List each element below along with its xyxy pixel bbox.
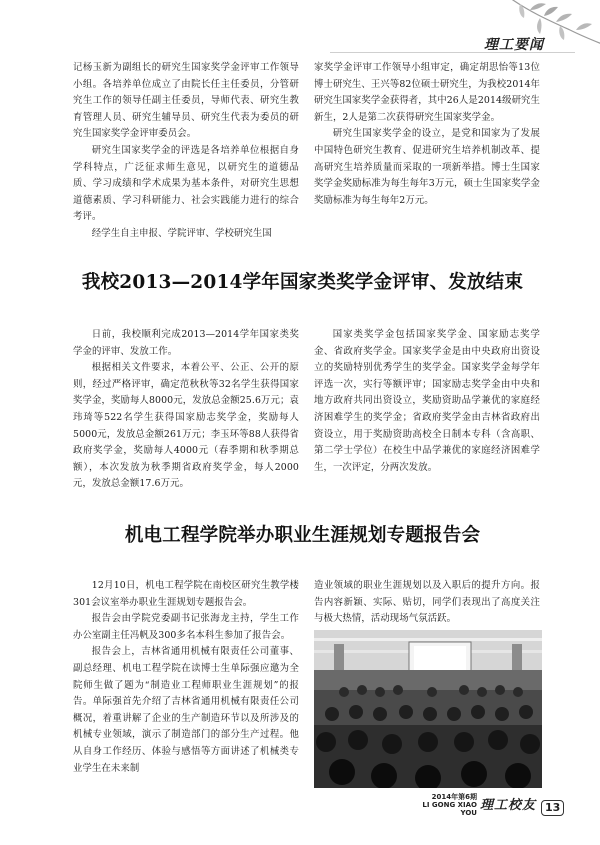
- lecture-hall-illustration: [314, 630, 542, 788]
- magazine-pinyin: LI GONG XIAO YOU: [422, 801, 477, 817]
- article-2-left-paragraph-2: 根据相关文件要求，本着公平、公正、公开的原则，经过严格评审，确定范秋秋等32名学生获得国家奖学金，奖励每人8000元，发放总金额25.6万元；袁玮琦等522名学生获得国家励志奖学金，奖励每人5000元，发放总金额261万元；李玉环等88人获得省政府奖学金，奖励每人4000元（春季期和秋季期总额），本次发放为秋季期省政府奖学金，每人2000元，发放总金额17.6万元。: [73, 362, 299, 490]
- top-article-right-column: [314, 60, 540, 209]
- article-3-left-paragraph-2: 报告会由学院党委副书记张海龙主持，学生工作办公室副主任冯帆及300多名本科生参加了报告会。: [73, 613, 299, 641]
- article-2-left-column: [73, 327, 299, 493]
- page-number-box: [541, 796, 564, 816]
- article-3-title: 机电工程学院举办职业生涯规划专题报告会: [124, 525, 481, 546]
- article-2-left-paragraph-1: 日前，我校顺利完成2013—2014学年国家类奖学金的评审、发放工作。: [73, 329, 299, 357]
- article-3-left-column: [73, 578, 299, 777]
- article-2-right-column: [314, 327, 540, 476]
- article-3-right-column: [314, 578, 540, 628]
- magazine-name: 理工校友: [480, 798, 537, 813]
- top-article-left-column: [73, 60, 299, 243]
- lecture-hall-photo: [314, 630, 542, 788]
- top-left-paragraph-1: 记杨玉新为副组长的研究生国家奖学金评审工作领导小组。各培养单位成立了由院长任主任委员，分管研究生工作的领导任副主任委员，导师代表、研究生教育管理人员、研究生辅导员、研究生代表为委员的研究生国家奖学金评审委员会。: [73, 62, 299, 140]
- issue-number: 2014年第6期: [431, 793, 477, 801]
- footer-issue: [405, 793, 477, 817]
- header-rule: [330, 52, 575, 53]
- top-left-paragraph-2: 研究生国家奖学金的评选是各培养单位根据自身学科特点，广泛征求师生意见，以研究生的道德品质、学习成绩和学术成果为基本条件，对研究生思想道德素质、学习科研能力、社会实践能力进行的综合考评。: [73, 144, 299, 223]
- article-3-left-paragraph-3: 报告会上，吉林省通用机械有限责任公司董事、副总经理、机电工程学院在读博士生单际强应邀为全院师生做了题为“制造业工程师职业生涯规划”的报告。单际强首先介绍了吉林省通用机械有限责任公司概况，着重讲解了企业的生产制造环节以及所涉及的机械专业领域，演示了制造部门的部分生产过程。他从自身工作经历、体验与感悟等方面讲述了机械类专业学生在未来制: [73, 646, 299, 774]
- article-3-right-paragraph-1: 造业领域的职业生涯规划以及入职后的提升方向。报告内容新颖、实际、贴切，同学们表现出了高度关注与极大热情，活动现场气氛活跃。: [314, 580, 540, 625]
- top-right-paragraph-1: 家奖学金评审工作领导小组审定，确定胡思怡等13位博士研究生、王兴等82位硕士研究生，为我校2014年研究生国家奖学金获得者，其中26人是2014级研究生新生，2人是第二次获得研究生国家奖学金。: [314, 62, 540, 123]
- article-2-title: 我校2013—2014学年国家类奖学金评审、发放结束: [81, 272, 524, 293]
- section-label: 理工要闻: [484, 37, 544, 53]
- page-number: 13: [541, 800, 564, 816]
- article-2-right-paragraph-1: 国家类奖学金包括国家奖学金、国家励志奖学金、省政府奖学金。国家奖学金是由中央政府出资设立的奖励特别优秀学生的奖学金。国家奖学金每学年评选一次，实行等额评审；国家励志奖学金由中央和地方政府共同出资设立，奖励资助品学兼优的家庭经济困难学生的奖学金；省政府奖学金由吉林省政府出资设立，用于奖励资助高校全日制本专科（含高职、第二学士学位）在校生中品学兼优的家庭经济困难学生，一次评定，分两次发放。: [314, 329, 540, 473]
- top-right-paragraph-2: 研究生国家奖学金的设立，是党和国家为了发展中国特色研究生教育、促进研究生培养机制改革、提高研究生培养质量而采取的一项新举措。博士生国家奖学金奖励标准为每生每年3万元，硕士生国家奖学金奖励标准为每生每年2万元。: [314, 128, 540, 206]
- article-3-left-paragraph-1: 12月10日，机电工程学院在南校区研究生教学楼301会议室举办职业生涯规划专题报告会。: [73, 580, 299, 608]
- top-left-paragraph-3: 经学生自主申报、学院评审、学校研究生国: [91, 227, 272, 239]
